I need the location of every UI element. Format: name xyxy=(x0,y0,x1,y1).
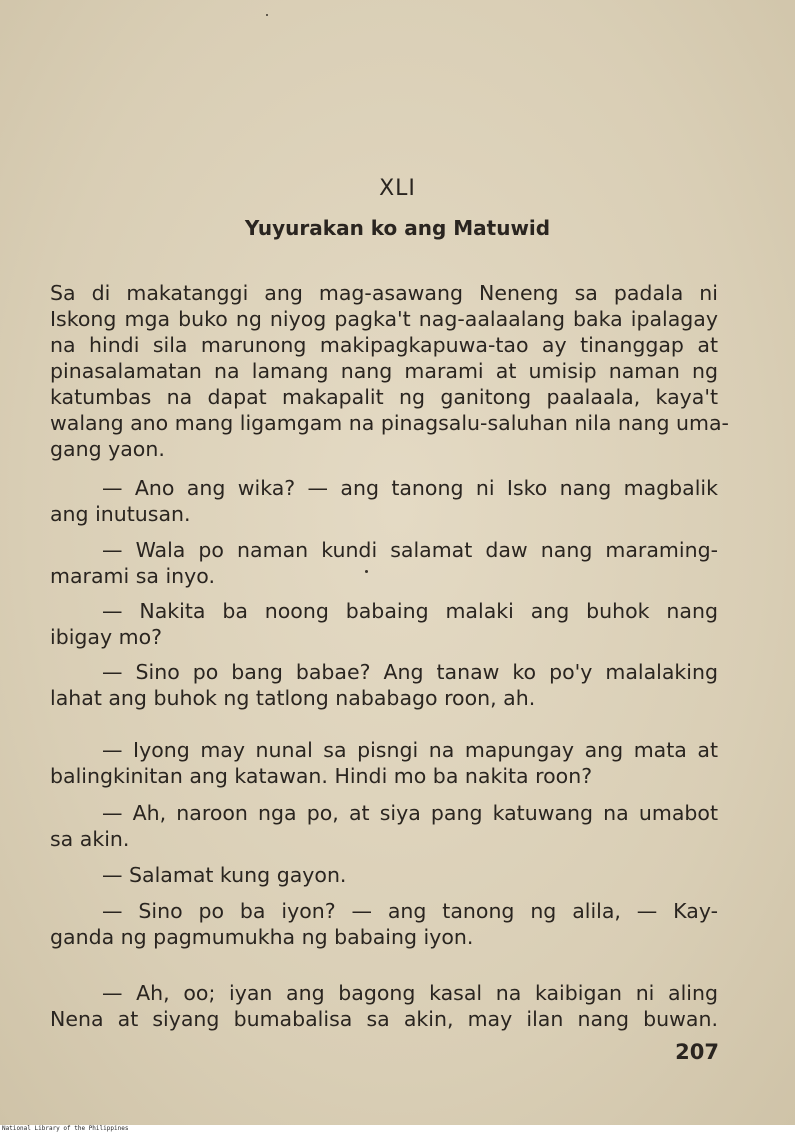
text-line: Nena at siyang bumabalisa sa akin, may ilan nang buwan. xyxy=(50,1007,718,1031)
text-line: sa akin. xyxy=(50,827,130,851)
text-line: walang ano mang ligamgam na pinagsalu-saluhan nila nang uma- xyxy=(50,411,729,435)
text-line: lahat ang buhok ng tatlong nababago roon, ah. xyxy=(50,686,536,710)
chapter-title: Yuyurakan ko ang Matuwid xyxy=(244,216,551,240)
text-line: — Iyong may nunal sa pisngi na mapungay ang mata at xyxy=(102,738,718,762)
text-line: — Ah, oo; iyan ang bagong kasal na kaibigan ni aling xyxy=(102,981,718,1005)
text-line: — Sino po ba iyon? — ang tanong ng alila, — Kay- xyxy=(102,899,718,923)
text-line: ang inutusan. xyxy=(50,502,191,526)
text-line: — Sino po bang babae? Ang tanaw ko po'y malalaking xyxy=(102,660,718,684)
text-line: balingkinitan ang katawan. Hindi mo ba nakita roon? xyxy=(50,764,593,788)
text-line: — Nakita ba noong babaing malaki ang buhok nang xyxy=(102,599,718,623)
text-line: — Ah, naroon nga po, at siya pang katuwang na umabot xyxy=(102,801,718,825)
text-line: katumbas na dapat makapalit ng ganitong paalaala, kaya't xyxy=(50,385,718,409)
text-line: marami sa inyo. xyxy=(50,564,215,588)
text-line: pinasalamatan na lamang nang marami at umisip naman ng xyxy=(50,359,718,383)
text-line: ibigay mo? xyxy=(50,625,163,649)
text-line: Iskong mga buko ng niyog pagka't nag-aalaalang baka ipalagay xyxy=(50,307,718,331)
page-number: 207 xyxy=(675,1040,719,1064)
ink-speck xyxy=(266,14,268,16)
text-line: Sa di makatanggi ang mag-asawang Neneng sa padala ni xyxy=(50,281,718,305)
text-line: — Ano ang wika? — ang tanong ni Isko nang magbalik xyxy=(102,476,718,500)
library-footer: National Library of the Philippines xyxy=(0,1125,795,1133)
text-line: ganda ng pagmumukha ng babaing iyon. xyxy=(50,925,474,949)
text-line: na hindi sila marunong makipagkapuwa-tao ay tinanggap at xyxy=(50,333,718,357)
ink-speck xyxy=(365,570,368,573)
text-line: — Wala po naman kundi salamat daw nang maraming- xyxy=(102,538,718,562)
text-line: gang yaon. xyxy=(50,437,165,461)
text-line: — Salamat kung gayon. xyxy=(102,863,347,887)
chapter-number: XLI xyxy=(379,176,416,201)
